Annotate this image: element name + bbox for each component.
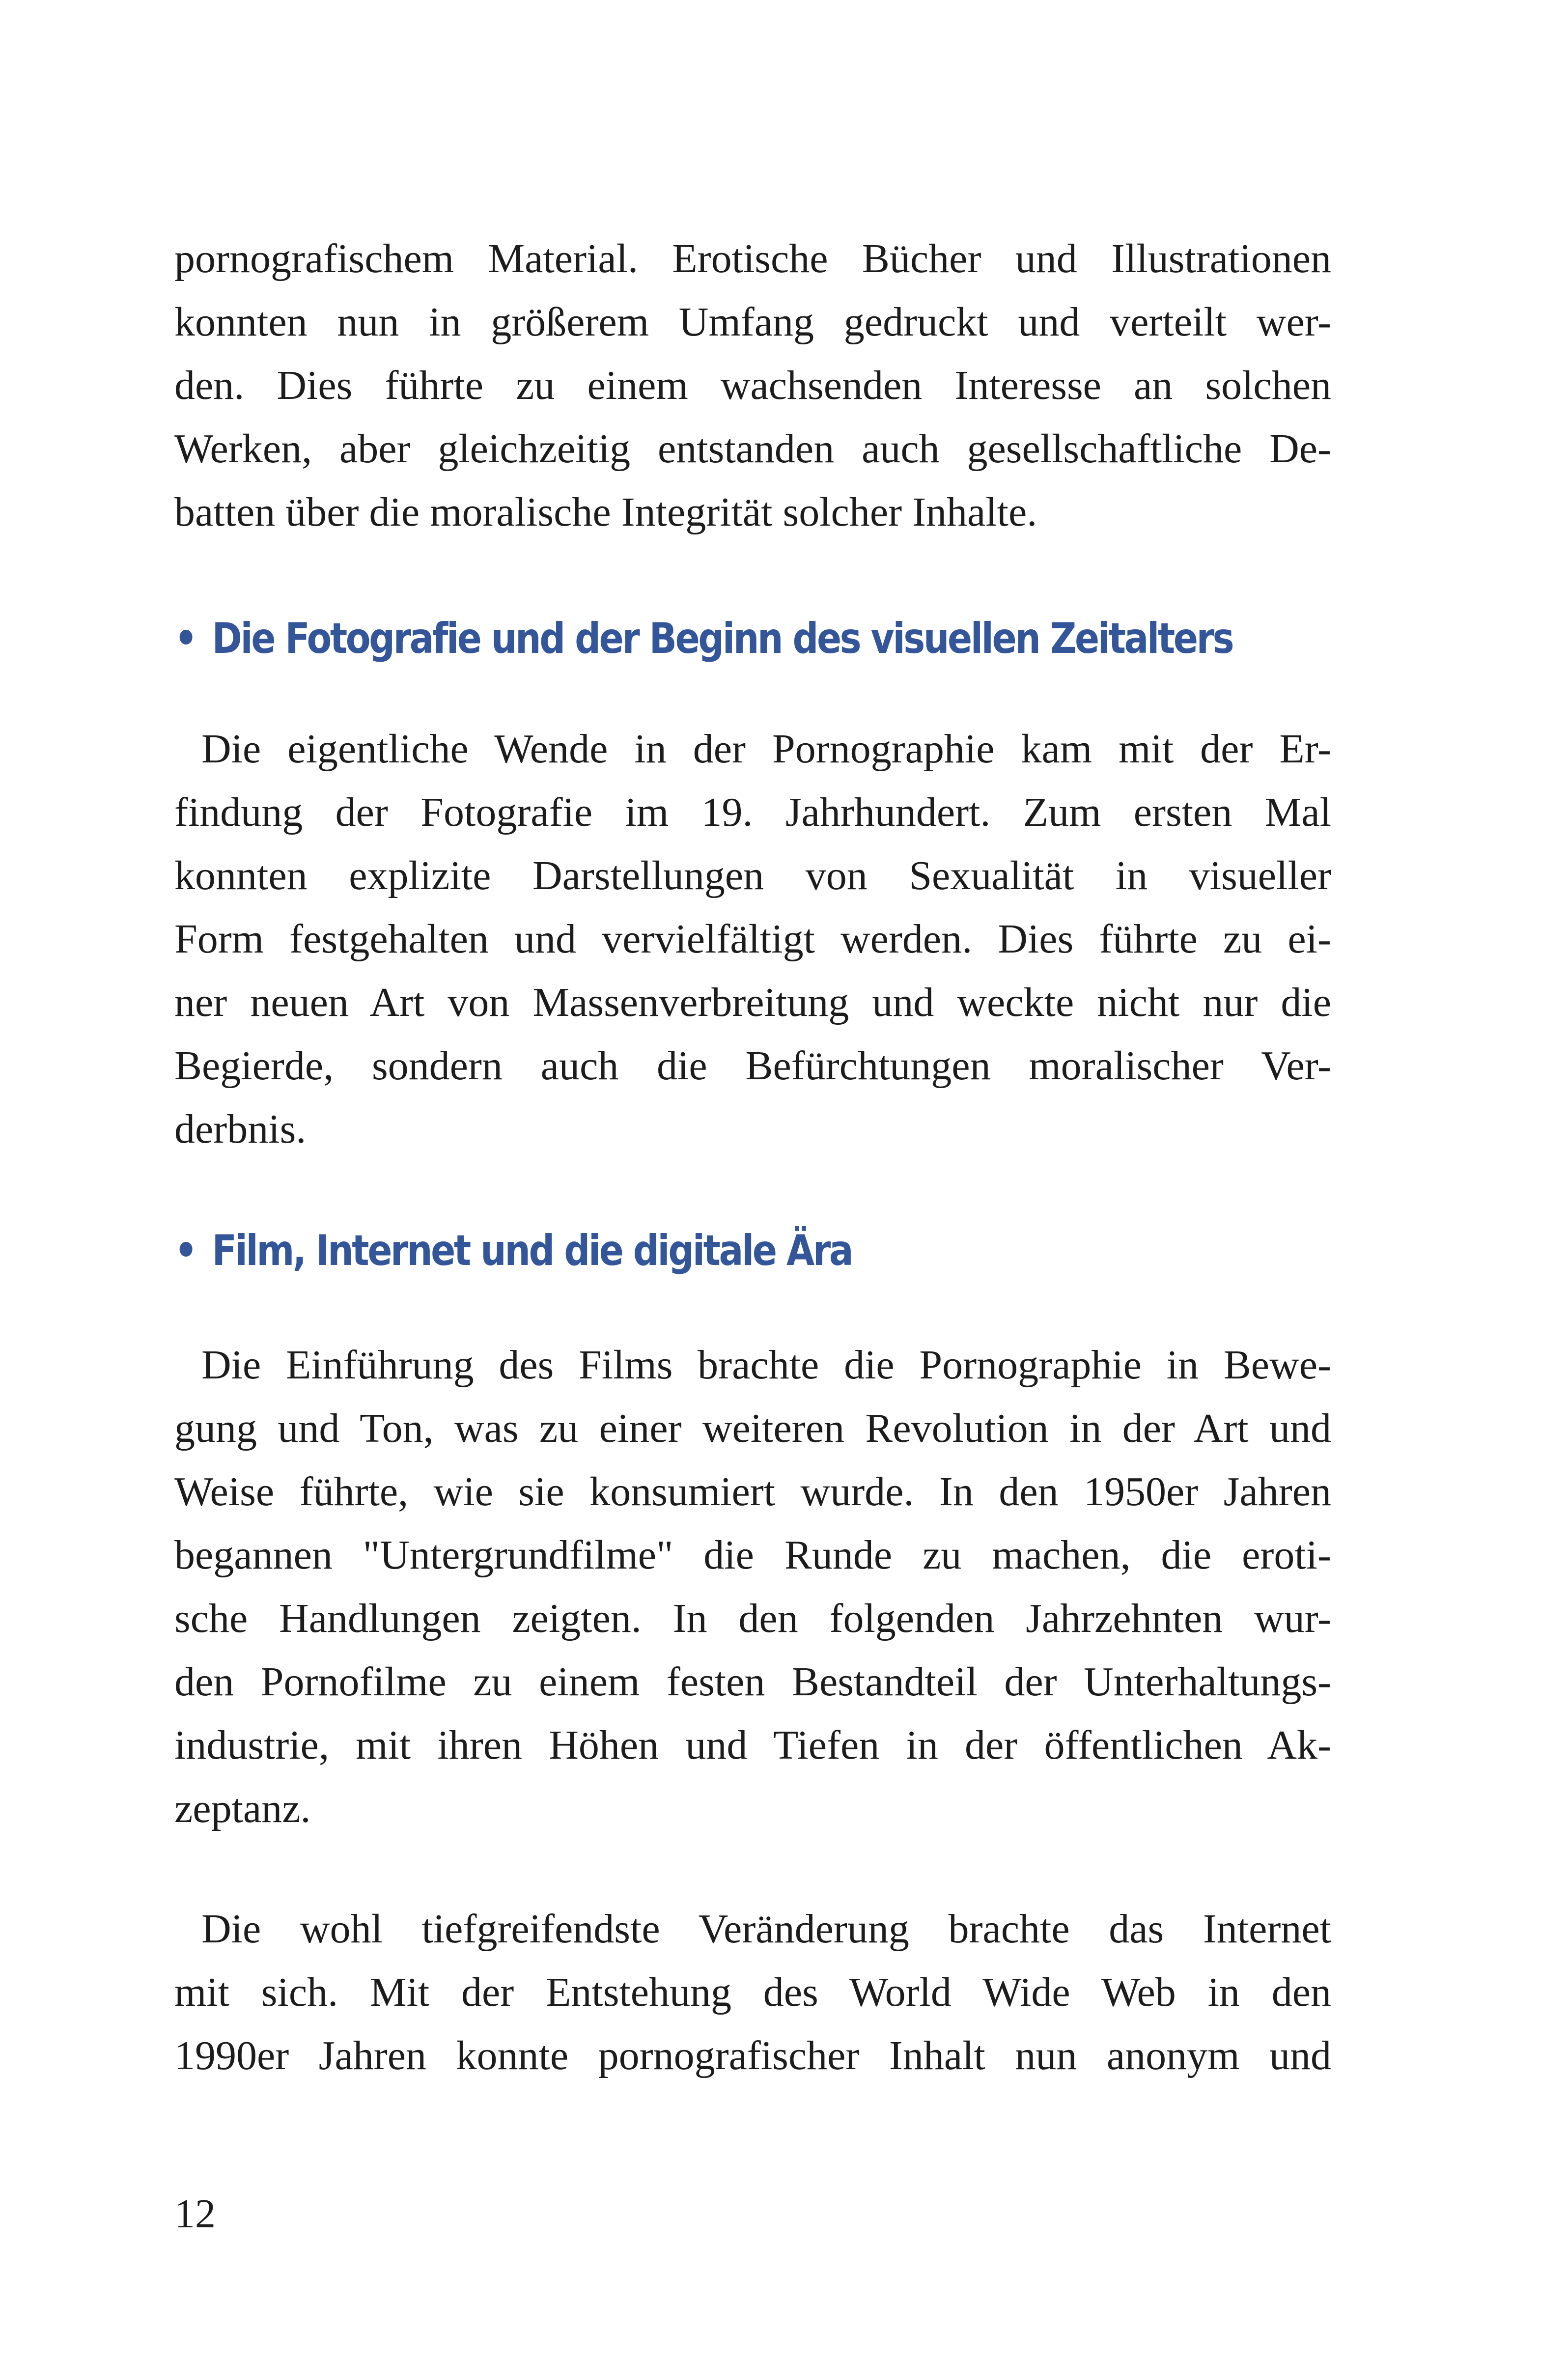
- paragraph-4: [174, 1897, 1331, 2087]
- text-line: konnten explizite Darstellungen von Sexualität in visueller: [174, 853, 1331, 898]
- bullet-icon: •: [174, 614, 196, 663]
- page-number: 12: [174, 2191, 216, 2237]
- text-line: den. Dies führte zu einem wachsenden Interesse an solchen: [174, 363, 1331, 408]
- text-line: Weise führte, wie sie konsumiert wurde. In den 1950er Jahren: [174, 1469, 1331, 1515]
- text-line: derbnis.: [174, 1106, 307, 1152]
- text-line: gung und Ton, was zu einer weiteren Revolution in der Art und: [174, 1405, 1331, 1451]
- paragraph-1: [174, 227, 1331, 544]
- text-line: Die Einführung des Films brachte die Pornographie in Bewe-: [201, 1342, 1331, 1388]
- text-line: batten über die moralische Integrität solcher Inhalte.: [174, 489, 1037, 535]
- text-line: konnten nun in größerem Umfang gedruckt und verteilt wer-: [174, 299, 1331, 345]
- text-line: sche Handlungen zeigten. In den folgenden Jahrzehnten wur-: [174, 1596, 1331, 1641]
- text-line: Form festgehalten und vervielfältigt werden. Dies führte zu ei-: [174, 916, 1331, 962]
- text-line: Die eigentliche Wende in der Pornographie kam mit der Er-: [201, 726, 1331, 772]
- heading-text: Film, Internet und die digitale Ära: [212, 1226, 852, 1275]
- text-line: Werken, aber gleichzeitig entstanden auch gesellschaftliche De-: [174, 426, 1331, 472]
- text-line: industrie, mit ihren Höhen und Tiefen in der öffentlichen Ak-: [174, 1722, 1331, 1768]
- text-line: mit sich. Mit der Entstehung des World Wide Web in den: [174, 1969, 1331, 2015]
- section-heading-photography: [174, 614, 1232, 663]
- text-line: den Pornofilme zu einem festen Bestandteil der Unterhaltungs-: [174, 1659, 1331, 1705]
- text-line: 1990er Jahren konnte pornografischer Inhalt nun anonym und: [174, 2033, 1331, 2078]
- paragraph-3: [174, 1333, 1331, 1840]
- text-line: ner neuen Art von Massenverbreitung und weckte nicht nur die: [174, 980, 1331, 1025]
- heading-text: Die Fotografie und der Beginn des visuellen Zeitalters: [212, 614, 1233, 663]
- section-heading-film-internet: [174, 1226, 852, 1275]
- text-line: Begierde, sondern auch die Befürchtungen moralischer Ver-: [174, 1043, 1331, 1089]
- text-line: begannen "Untergrundfilme" die Runde zu machen, die eroti-: [174, 1532, 1331, 1578]
- text-line: findung der Fotografie im 19. Jahrhundert. Zum ersten Mal: [174, 789, 1331, 835]
- paragraph-2: [174, 717, 1331, 1161]
- text-line: Die wohl tiefgreifendste Veränderung brachte das Internet: [201, 1906, 1331, 1952]
- text-line: pornografischem Material. Erotische Bücher und Illustrationen: [174, 236, 1331, 281]
- bullet-icon: •: [174, 1226, 196, 1275]
- text-line: zeptanz.: [174, 1786, 311, 1831]
